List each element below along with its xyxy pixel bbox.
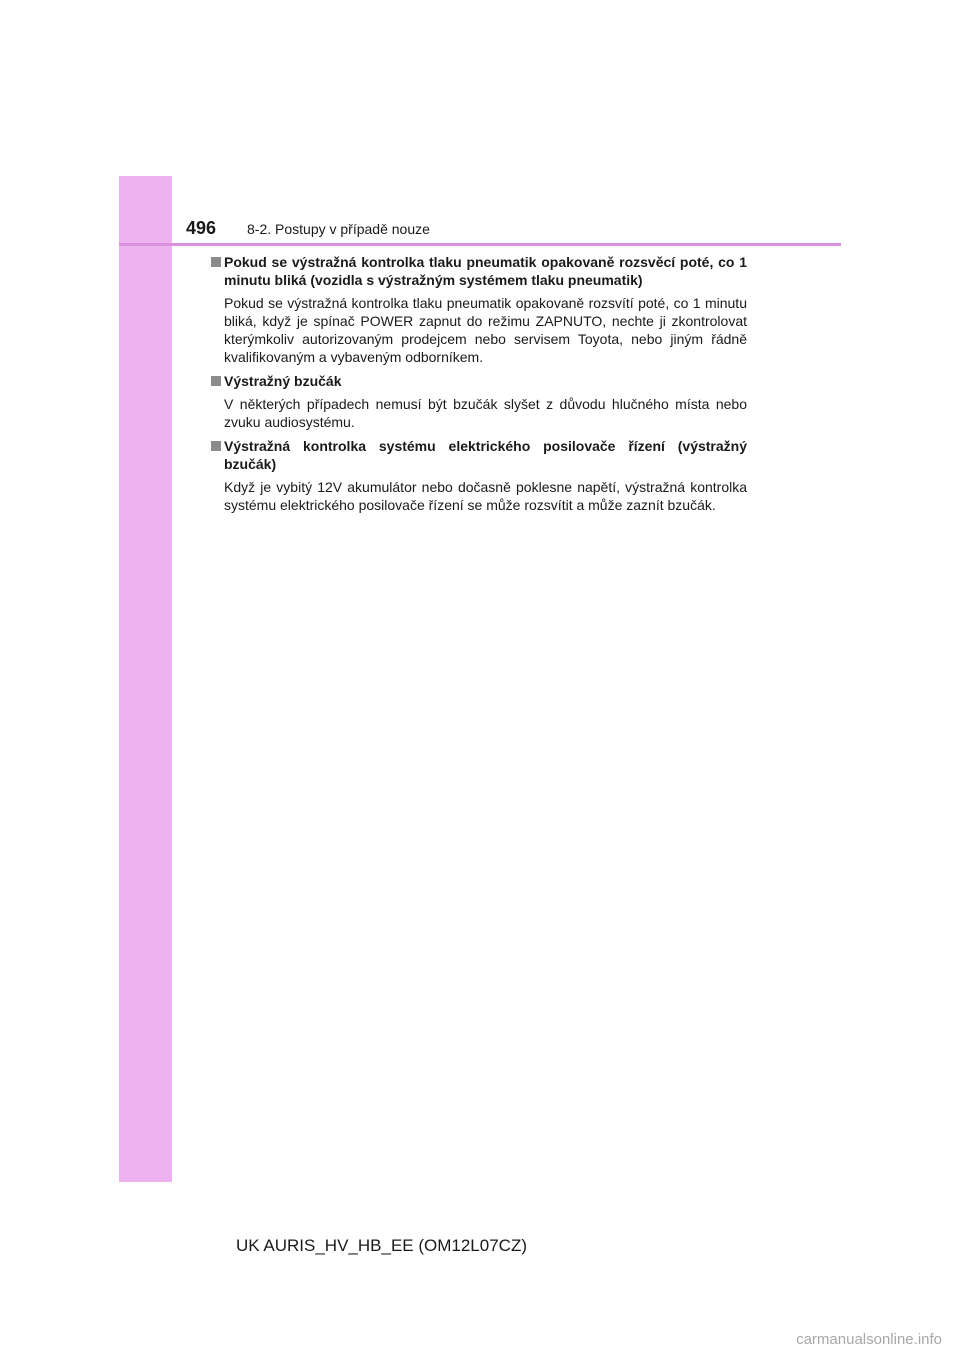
section-heading-text: Pokud se výstražná kontrolka tlaku pneumatik opakovaně rozsvěcí poté, co 1 minutu bliká (vozidla s výstražným systémem tlaku pneumatik) <box>224 254 747 288</box>
page-number: 496 <box>186 218 217 238</box>
section-heading <box>211 253 747 289</box>
side-color-band <box>119 176 172 1182</box>
watermark-link[interactable]: carmanualsonline.info <box>796 1331 942 1348</box>
square-bullet-icon <box>211 257 221 267</box>
square-bullet-icon <box>211 441 221 451</box>
page-content <box>211 253 747 520</box>
header-divider <box>119 243 841 246</box>
section-tire-pressure <box>211 253 747 366</box>
section-body: V některých případech nemusí být bzučák slyšet z důvodu hlučného místa nebo zvuku audiosystému. <box>224 396 747 430</box>
section-heading-text: Výstražný bzučák <box>224 373 342 389</box>
section-body: Když je vybitý 12V akumulátor nebo dočasně poklesne napětí, výstražná kontrolka systému elektrického posilovače řízení se může rozsvítit a může zaznít bzučák. <box>224 479 747 513</box>
section-power-steering <box>211 437 747 514</box>
square-bullet-icon <box>211 376 221 386</box>
section-warning-buzzer <box>211 372 747 431</box>
section-heading <box>211 437 747 473</box>
section-heading-text: Výstražná kontrolka systému elektrického posilovače řízení (výstražný bzučák) <box>224 438 747 472</box>
section-heading <box>211 372 747 390</box>
document-code: UK AURIS_HV_HB_EE (OM12L07CZ) <box>236 1236 527 1255</box>
section-body: Pokud se výstražná kontrolka tlaku pneumatik opakovaně rozsvítí poté, co 1 minutu bliká, když je spínač POWER zapnut do režimu ZAPNUTO, nechte ji zkontrolovat kterýmkoliv autorizovaným prodejcem nebo servisem Toyota, nebo jiným řádně kvalifikovaným a vybaveným odborníkem. <box>224 295 747 365</box>
chapter-title: 8-2. Postupy v případě nouze <box>247 221 430 237</box>
